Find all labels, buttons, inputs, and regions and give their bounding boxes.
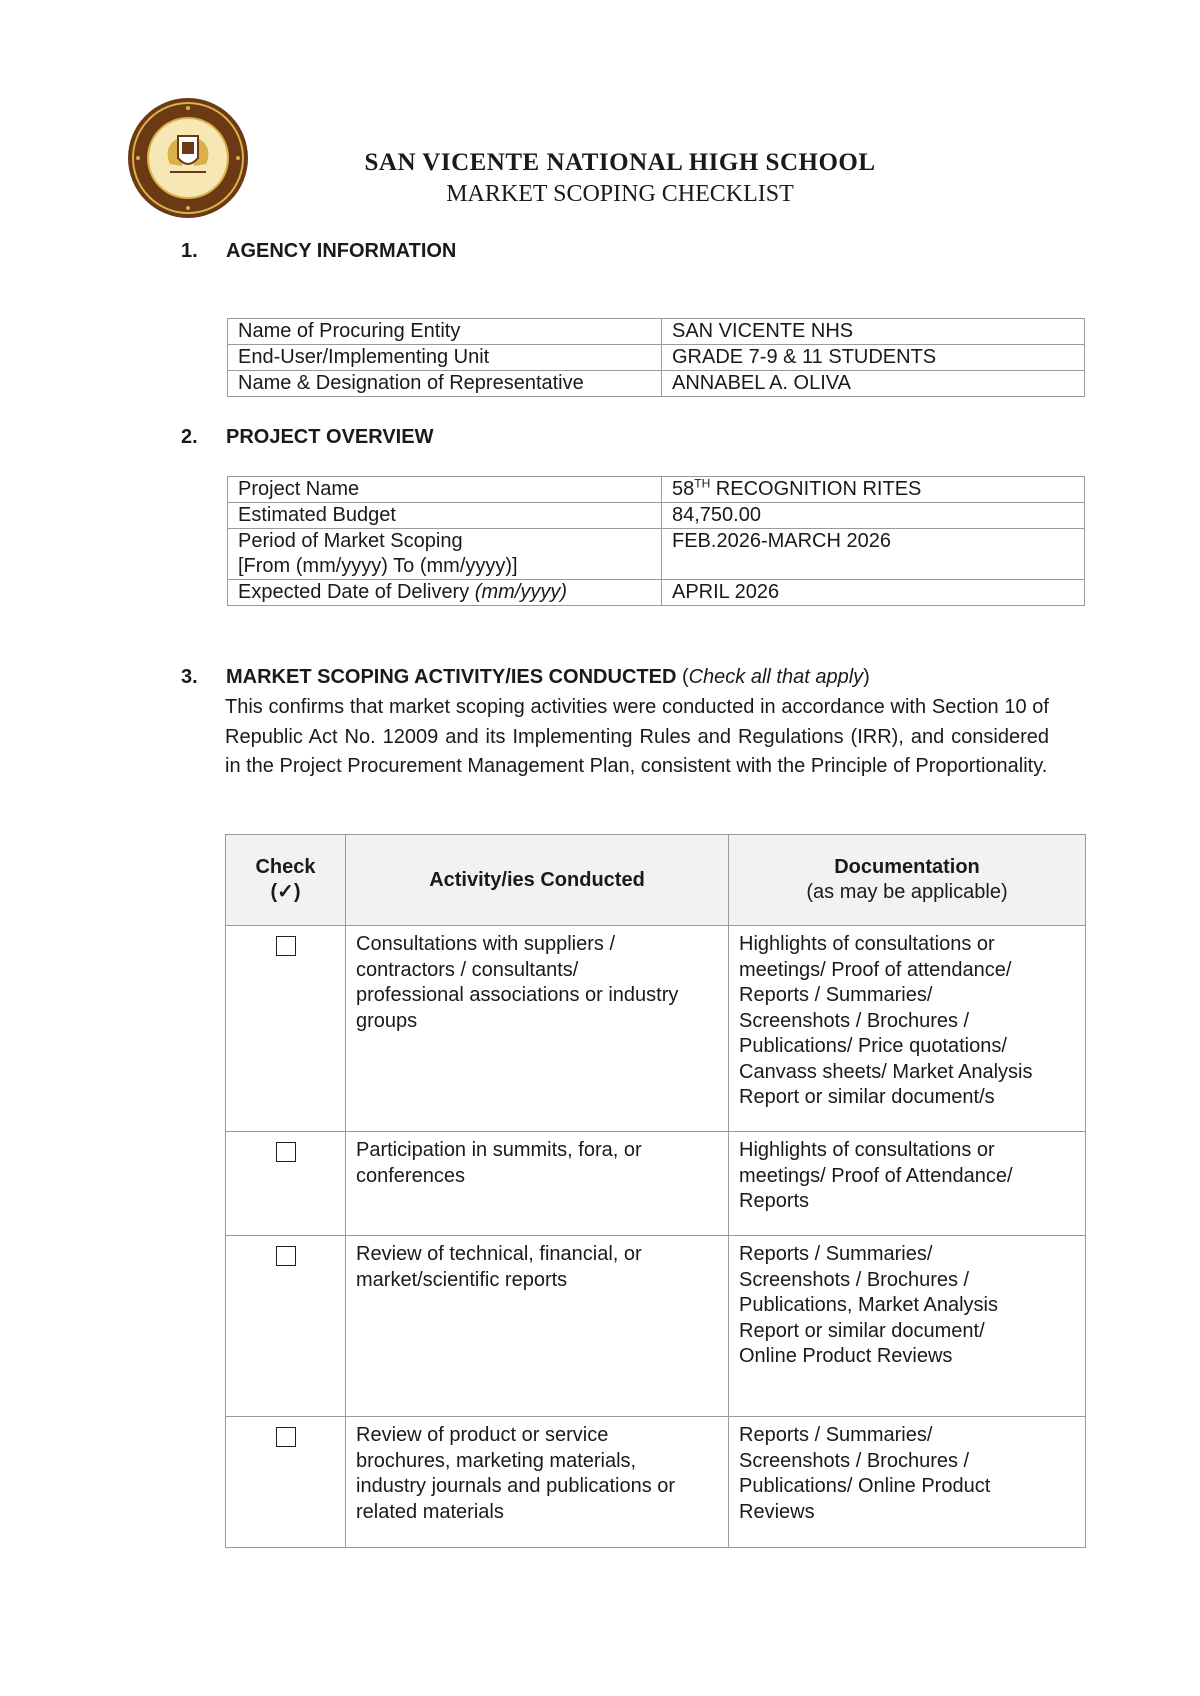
table-header-row xyxy=(226,835,1086,926)
checkbox[interactable] xyxy=(276,936,296,956)
section-3-title: MARKET SCOPING ACTIVITY/IES CONDUCTED xyxy=(226,666,677,688)
period-value: FEB.2026-MARCH 2026 xyxy=(662,529,1085,580)
activity-line: conferences xyxy=(356,1164,465,1187)
checkbox[interactable] xyxy=(276,1427,296,1447)
documentation-line: Publications, Market Analysis xyxy=(739,1294,999,1316)
project-name-rest: RECOGNITION RITES xyxy=(710,478,922,500)
documentation-line: Reports xyxy=(739,1190,810,1212)
project-name-prefix: 58 xyxy=(672,478,695,500)
documentation-line: Publications/ Price quotations/ xyxy=(739,1035,1007,1057)
table-row xyxy=(228,503,1085,529)
table-row xyxy=(226,1417,1086,1548)
documentation-line: meetings/ Proof of attendance/ xyxy=(739,958,1012,981)
budget-value: 84,750.00 xyxy=(662,503,1085,529)
section-3-heading xyxy=(181,666,870,689)
documentation-line: Highlights of consultations or xyxy=(739,1139,995,1161)
project-name-label: Project Name xyxy=(228,477,662,503)
school-name: SAN VICENTE NATIONAL HIGH SCHOOL xyxy=(364,149,876,176)
documentation-line: Screenshots / Brochures / xyxy=(739,1449,970,1472)
documentation-line: Reports / Summaries/ xyxy=(739,1424,933,1446)
activity-line: market/scientific reports xyxy=(356,1268,568,1291)
documentation-line: Online Product Reviews xyxy=(739,1345,953,1367)
table-row xyxy=(228,580,1085,606)
documentation-cell xyxy=(729,1417,1086,1548)
checkbox[interactable] xyxy=(276,1246,296,1266)
activity-line: professional associations or industry xyxy=(356,984,679,1006)
documentation-line: Reports / Summaries/ xyxy=(739,984,933,1006)
documentation-column-header xyxy=(729,835,1086,926)
activity-line: brochures, marketing materials, xyxy=(356,1449,637,1472)
period-label-line2: [From (mm/yyyy) To (mm/yyyy)] xyxy=(238,555,518,577)
table-row xyxy=(228,345,1085,371)
procuring-entity-label: Name of Procuring Entity xyxy=(228,319,662,345)
check-cell xyxy=(226,1417,346,1548)
table-row xyxy=(228,319,1085,345)
section-3-paragraph: This confirms that market scoping activities were conducted in accordance with Section 10 of Republic Act No. 12009 and its Implementing Rules and Regulations (IRR), and considered in the Project Procurement Management Plan, consistent with the Principle of Proportionality. xyxy=(225,696,1049,777)
delivery-label-format: (mm/yyyy) xyxy=(474,581,567,603)
section-2-number: 2. xyxy=(181,426,198,448)
table-row xyxy=(228,529,1085,580)
activity-line: Participation in summits, fora, or xyxy=(356,1139,642,1161)
activity-cell xyxy=(346,1417,729,1548)
documentation-cell xyxy=(729,1236,1086,1417)
documentation-line: Screenshots / Brochures / xyxy=(739,1268,970,1291)
activity-line: industry journals and publications or xyxy=(356,1475,676,1497)
activity-line: Consultations with suppliers / xyxy=(356,933,616,955)
section-1-title: AGENCY INFORMATION xyxy=(226,240,457,262)
delivery-value: APRIL 2026 xyxy=(662,580,1085,606)
procuring-entity-value: SAN VICENTE NHS xyxy=(662,319,1085,345)
activity-line: Review of product or service xyxy=(356,1424,609,1446)
period-label xyxy=(228,529,662,580)
activity-line: Review of technical, financial, or xyxy=(356,1243,642,1265)
budget-label: Estimated Budget xyxy=(228,503,662,529)
table-row xyxy=(226,1132,1086,1236)
documentation-line: Highlights of consultations or xyxy=(739,933,995,955)
representative-label: Name & Designation of Representative xyxy=(228,371,662,397)
school-seal-logo xyxy=(124,96,252,220)
activity-cell xyxy=(346,926,729,1132)
project-name-value xyxy=(662,477,1085,503)
section-3-note-close: ) xyxy=(863,666,870,688)
document-header xyxy=(300,148,940,209)
documentation-line: Canvass sheets/ Market Analysis xyxy=(739,1060,1033,1083)
table-row xyxy=(228,371,1085,397)
documentation-line: Report or similar document/ xyxy=(739,1319,985,1342)
documentation-line: Publications/ Online Product xyxy=(739,1475,991,1497)
section-3-note-open: ( xyxy=(676,666,689,688)
table-row xyxy=(226,926,1086,1132)
documentation-line: Report or similar document/s xyxy=(739,1086,995,1108)
end-user-value: GRADE 7-9 & 11 STUDENTS xyxy=(662,345,1085,371)
section-1-number: 1. xyxy=(181,240,198,262)
documentation-line: meetings/ Proof of Attendance/ xyxy=(739,1164,1013,1187)
documentation-cell xyxy=(729,1132,1086,1236)
activity-cell xyxy=(346,1132,729,1236)
activities-table xyxy=(225,834,1086,1548)
delivery-label-text: Expected Date of Delivery xyxy=(238,581,475,603)
check-header-mark: (✓) xyxy=(270,881,301,903)
section-3-note: Check all that apply xyxy=(688,666,864,688)
agency-information-table xyxy=(227,318,1085,397)
documentation-line: Reviews xyxy=(739,1500,815,1523)
table-row xyxy=(228,477,1085,503)
documentation-header-sub: (as may be applicable) xyxy=(806,881,1008,903)
section-3-number: 3. xyxy=(181,666,198,688)
checkbox[interactable] xyxy=(276,1142,296,1162)
check-column-header xyxy=(226,835,346,926)
check-cell xyxy=(226,1132,346,1236)
activity-line: related materials xyxy=(356,1500,504,1523)
section-2-title: PROJECT OVERVIEW xyxy=(226,426,434,448)
table-row xyxy=(226,1236,1086,1417)
period-label-line1: Period of Market Scoping xyxy=(238,530,463,552)
documentation-header-label: Documentation xyxy=(834,856,980,878)
check-header-label: Check xyxy=(255,856,316,878)
activity-line: groups xyxy=(356,1009,418,1032)
end-user-label: End-User/Implementing Unit xyxy=(228,345,662,371)
project-overview-table xyxy=(227,476,1085,606)
project-name-ordinal: TH xyxy=(694,476,711,491)
documentation-cell xyxy=(729,926,1086,1132)
section-2-heading xyxy=(181,426,433,449)
section-1-heading xyxy=(181,240,456,263)
documentation-line: Reports / Summaries/ xyxy=(739,1243,933,1265)
documentation-line: Screenshots / Brochures / xyxy=(739,1009,970,1032)
activity-column-header: Activity/ies Conducted xyxy=(346,835,729,926)
delivery-label xyxy=(228,580,662,606)
activity-cell xyxy=(346,1236,729,1417)
representative-value: ANNABEL A. OLIVA xyxy=(662,371,1085,397)
activity-line: contractors / consultants/ xyxy=(356,958,579,981)
document-title: MARKET SCOPING CHECKLIST xyxy=(446,181,794,207)
check-cell xyxy=(226,926,346,1132)
check-cell xyxy=(226,1236,346,1417)
